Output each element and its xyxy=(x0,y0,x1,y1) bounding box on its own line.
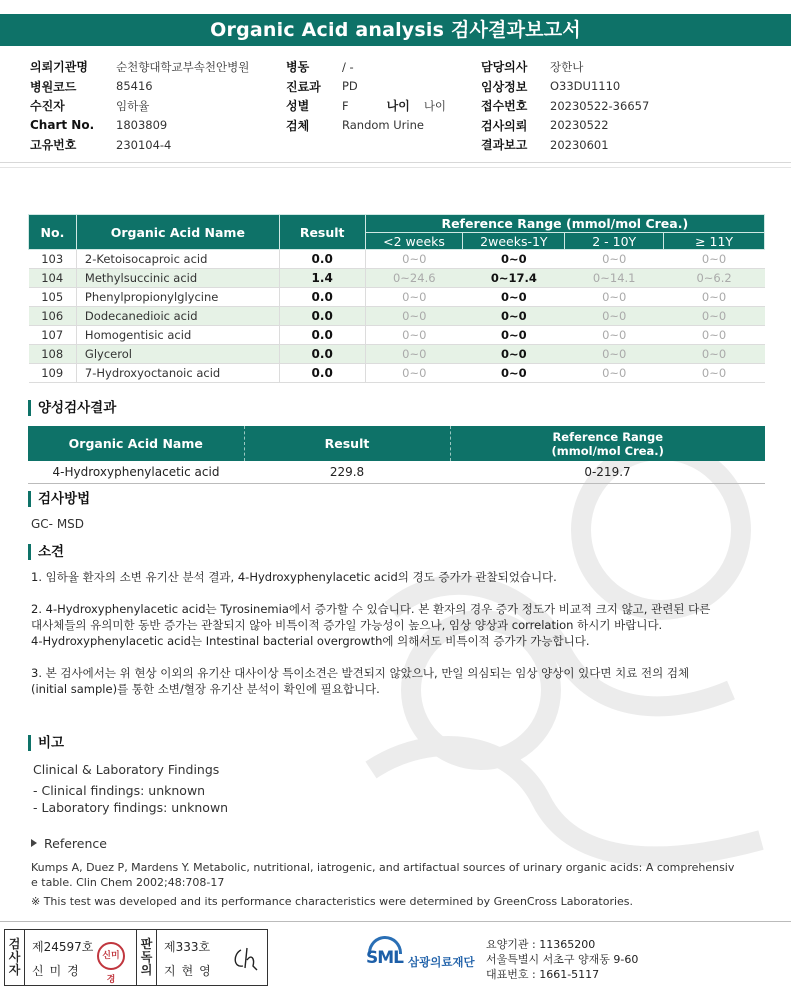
reference-heading xyxy=(31,836,107,851)
info-row xyxy=(286,96,446,116)
seal-stamp-icon: 신미경 xyxy=(97,942,125,970)
finding-item: - Clinical findings: unknown xyxy=(33,783,206,798)
info-label: 접수번호 xyxy=(481,99,528,114)
info-row xyxy=(30,77,249,97)
organic-acid-table xyxy=(28,214,765,383)
reviewer-label xyxy=(137,930,157,985)
cell-result: 0.0 xyxy=(279,364,365,383)
cell-range: 0~0 xyxy=(365,326,463,345)
info-label: 성별 xyxy=(286,99,310,114)
lab-code: 요양기관 : 11365200 xyxy=(486,938,596,951)
cell-range: 0~0 xyxy=(463,288,565,307)
cell-range: 0~0 xyxy=(463,326,565,345)
info-row xyxy=(481,135,649,155)
info-row xyxy=(30,135,249,155)
cell-result: 0.0 xyxy=(279,307,365,326)
opinion-line: 대사체들의 유의미한 동반 증가는 관찰되지 않아 비특이적 증가일 가능성이 높으나, 임상 양상과 correlation 하시기 바랍니다. xyxy=(31,618,663,632)
header-name: Organic Acid Name xyxy=(28,426,244,461)
cell-name: Homogentisic acid xyxy=(76,326,279,345)
cell-name: Dodecanedioic acid xyxy=(76,307,279,326)
header-reference-range: Reference Range (mmol/mol Crea.) xyxy=(365,215,764,233)
opinion-line: 2. 4-Hydroxyphenylacetic acid는 Tyrosinemia에서 증가할 수 있습니다. 본 환자의 경우 증가 정도가 비교적 크지 않고, 관련된 다른 xyxy=(31,602,711,616)
info-row xyxy=(30,96,249,116)
tester-name: 신미경 xyxy=(32,964,85,978)
info-value: 20230601 xyxy=(550,137,609,152)
cell-range: 0~0 xyxy=(365,364,463,383)
cell-range: 0~6.2 xyxy=(664,269,765,288)
cell-name: 2-Ketoisocaproic acid xyxy=(76,250,279,269)
reference-title: Reference xyxy=(44,836,107,851)
cell-no: 106 xyxy=(29,307,77,326)
table-row xyxy=(29,326,765,345)
table-row xyxy=(29,269,765,288)
tester-label xyxy=(5,930,25,985)
cell-range: 0~0 xyxy=(463,307,565,326)
cell-result: 229.8 xyxy=(244,461,450,483)
cell-range: 0~0 xyxy=(365,345,463,364)
citation-line: Kumps A, Duez P, Mardens Y. Metabolic, nutritional, iatrogenic, and artifactual sources of urinary organic acids: A comprehensiv xyxy=(31,861,735,874)
findings xyxy=(33,761,228,816)
info-value: 1803809 xyxy=(116,118,168,133)
cell-no: 109 xyxy=(29,364,77,383)
cell-name: 7-Hydroxyoctanoic acid xyxy=(76,364,279,383)
info-value: Random Urine xyxy=(342,118,424,133)
info-label: 병원코드 xyxy=(30,79,77,94)
info-value: 임하율 xyxy=(116,98,150,113)
cell-range: 0~0 xyxy=(664,250,765,269)
cell-range: 0~0 xyxy=(365,288,463,307)
info-value: PD xyxy=(342,79,358,94)
table-row xyxy=(29,307,765,326)
info-row xyxy=(286,57,446,77)
label-char: 의 xyxy=(140,963,153,977)
citation-line: e table. Clin Chem 2002;48:708-17 xyxy=(31,876,225,889)
header-range-2-10y: 2 - 10Y xyxy=(565,233,664,250)
header-range-ge11y: ≥ 11Y xyxy=(664,233,765,250)
info-value: 230104-4 xyxy=(116,137,172,152)
cell-range: 0~24.6 xyxy=(365,269,463,288)
header-result: Result xyxy=(244,426,450,461)
cell-range: 0~0 xyxy=(565,288,664,307)
cell-range: 0~0 xyxy=(664,288,765,307)
info-label: 결과보고 xyxy=(481,138,528,153)
cell-range: 0~0 xyxy=(365,250,463,269)
label-char: 검 xyxy=(8,937,21,951)
cell-no: 103 xyxy=(29,250,77,269)
table-row xyxy=(29,250,765,269)
table-row xyxy=(28,461,765,483)
cell-no: 104 xyxy=(29,269,77,288)
sml-logo-icon xyxy=(366,936,404,976)
info-label: 의뢰기관명 xyxy=(30,60,88,75)
tester-cell xyxy=(25,930,137,985)
info-value: 85416 xyxy=(116,79,153,94)
reviewer-name: 지현영 xyxy=(164,964,217,978)
info-value: O33DU1110 xyxy=(550,79,621,94)
table-row xyxy=(29,345,765,364)
reference-citation xyxy=(31,860,761,890)
info-value: 순천향대학교부속천안병원 xyxy=(116,59,250,74)
info-row xyxy=(30,116,249,136)
table-row xyxy=(29,364,765,383)
info-label: 고유번호 xyxy=(30,138,77,153)
header-range-2w1y: 2weeks-1Y xyxy=(463,233,565,250)
cell-range: 0~0 xyxy=(664,326,765,345)
info-value: 20230522-36657 xyxy=(550,98,650,113)
label-char: 자 xyxy=(8,963,21,977)
opinion-line: 4-Hydroxyphenylacetic acid는 Intestinal bacterial overgrowth에 의해서도 비특이적 증가가 가능합니다. xyxy=(31,634,590,648)
opinion-line: 3. 본 검사에서는 위 현상 이외의 유기산 대사이상 특이소견은 발견되지 않았으나, 만일 의심되는 임상 양상이 있다면 치료 전의 검체 xyxy=(31,666,690,680)
age-value: 나이 xyxy=(423,98,447,113)
handwritten-signature-icon xyxy=(231,944,263,974)
cell-range: 0~0 xyxy=(463,345,565,364)
info-value: F xyxy=(342,98,349,113)
opinion-paragraph-1: 1. 임하율 환자의 소변 유기산 분석 결과, 4-Hydroxyphenylacetic acid의 경도 증가가 관찰되었습니다. xyxy=(31,570,557,584)
section-title-opinion: 소견 xyxy=(28,544,64,560)
positive-results-table xyxy=(28,426,765,484)
sml-logo xyxy=(366,936,475,976)
info-row xyxy=(286,77,446,97)
triangle-bullet-icon xyxy=(31,839,37,847)
table-row xyxy=(29,288,765,307)
info-value: / - xyxy=(342,59,354,74)
finding-item: - Laboratory findings: unknown xyxy=(33,800,229,815)
info-label: Chart No. xyxy=(30,118,95,133)
patient-info-col1 xyxy=(30,57,249,155)
lab-address: 서울특별시 서초구 양재동 9-60 xyxy=(486,953,639,966)
cell-name: 4-Hydroxyphenylacetic acid xyxy=(28,461,244,483)
cell-result: 0.0 xyxy=(279,345,365,364)
info-label: 임상정보 xyxy=(481,79,528,94)
cell-result: 0.0 xyxy=(279,288,365,307)
info-label: 수진자 xyxy=(30,99,65,114)
info-value: 20230522 xyxy=(550,118,609,133)
logo-text: SML xyxy=(366,948,403,968)
method-value: GC- MSD xyxy=(31,517,85,531)
header-range-lt2w: <2 weeks xyxy=(365,233,463,250)
cell-range: 0~0 xyxy=(463,250,565,269)
info-row xyxy=(481,77,649,97)
cell-range: 0~0 xyxy=(463,364,565,383)
cell-range: 0~0 xyxy=(664,364,765,383)
info-label: 검사의뢰 xyxy=(481,118,528,133)
header-reference-range xyxy=(450,426,765,461)
info-label: 병동 xyxy=(286,60,310,75)
footer-divider xyxy=(0,921,791,922)
cell-range: 0~0 xyxy=(565,345,664,364)
info-row xyxy=(30,57,249,77)
cell-range: 0~0 xyxy=(664,345,765,364)
label-char: 사 xyxy=(8,950,21,964)
cell-name: Glycerol xyxy=(76,345,279,364)
info-label: 담당의사 xyxy=(481,60,528,75)
patient-info-col3 xyxy=(481,57,649,155)
cell-range: 0~14.1 xyxy=(565,269,664,288)
info-row xyxy=(481,116,649,136)
header-result: Result xyxy=(279,215,365,250)
cell-range: 0~0 xyxy=(565,250,664,269)
cell-range: 0~17.4 xyxy=(463,269,565,288)
info-label: 진료과 xyxy=(286,79,321,94)
lab-name: 삼광의료재단 xyxy=(408,955,475,969)
signature-box xyxy=(4,929,268,986)
cell-name: Methylsuccinic acid xyxy=(76,269,279,288)
cell-result: 0.0 xyxy=(279,250,365,269)
section-title-method: 검사방법 xyxy=(28,491,90,507)
info-value: 장한나 xyxy=(550,59,584,74)
cell-range: 0~0 xyxy=(664,307,765,326)
info-row xyxy=(481,57,649,77)
info-label: 검체 xyxy=(286,118,310,133)
patient-info-col2 xyxy=(286,57,446,135)
info-row xyxy=(481,96,649,116)
label-char: 독 xyxy=(140,950,153,964)
report-title: Organic Acid analysis 검사결과보고서 xyxy=(0,14,791,46)
cell-no: 107 xyxy=(29,326,77,345)
cell-result: 0.0 xyxy=(279,326,365,345)
cell-name: Phenylpropionylglycine xyxy=(76,288,279,307)
cell-range: 0~0 xyxy=(565,364,664,383)
label-char: 판 xyxy=(140,937,153,951)
lab-info xyxy=(486,937,638,982)
cell-range: 0~0 xyxy=(565,326,664,345)
info-row xyxy=(286,116,446,136)
findings-heading: Clinical & Laboratory Findings xyxy=(33,762,220,777)
cell-no: 105 xyxy=(29,288,77,307)
cell-range: 0~0 xyxy=(565,307,664,326)
cell-reference: 0-219.7 xyxy=(450,461,765,483)
cell-no: 108 xyxy=(29,345,77,364)
cell-result: 1.4 xyxy=(279,269,365,288)
reviewer-license-no: 제333호 xyxy=(164,940,211,954)
lab-phone: 대표번호 : 1661-5117 xyxy=(486,968,600,981)
divider xyxy=(0,162,791,163)
header-ref-line2: (mmol/mol Crea.) xyxy=(551,443,664,458)
divider xyxy=(0,167,791,168)
section-title-note: 비고 xyxy=(28,735,64,751)
header-ref-line1: Reference Range xyxy=(552,429,664,444)
opinion-text xyxy=(31,569,771,697)
header-no: No. xyxy=(29,215,77,250)
header-name: Organic Acid Name xyxy=(76,215,279,250)
opinion-line: (initial sample)를 통한 소변/혈장 유기산 분석이 확인에 필요합니다. xyxy=(31,682,380,696)
age-label: 나이 xyxy=(386,99,410,114)
tester-license-no: 제24597호 xyxy=(32,940,94,954)
section-title-positive: 양성검사결과 xyxy=(28,400,116,416)
cell-range: 0~0 xyxy=(365,307,463,326)
reviewer-cell xyxy=(157,930,267,985)
footnote: ※ This test was developed and its performance characteristics were determined by GreenCross Laboratories. xyxy=(31,895,634,908)
